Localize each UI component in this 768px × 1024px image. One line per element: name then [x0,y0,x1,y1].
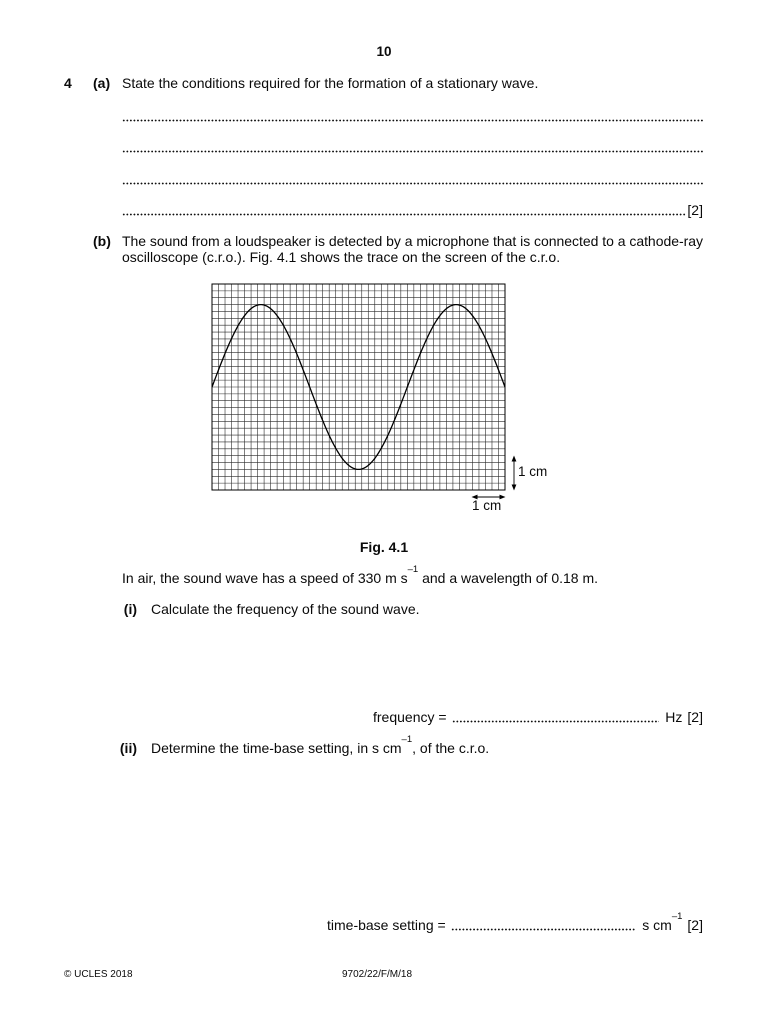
horizontal-scale-label: 1 cm [472,498,502,513]
data-statement-text: In air, the sound wave has a speed of 330 m s [122,570,408,586]
dotted-answer-line [451,928,637,931]
figure-caption: Fig. 4.1 [359,539,409,555]
answer-line [122,171,703,187]
vertical-scale-arrow [512,456,517,491]
marks-allocation: [2] [687,917,703,933]
frequency-answer-line [373,709,703,725]
answer-unit-text: s cm [642,917,672,933]
question-number: 4 [64,75,72,91]
marks-allocation: [2] [687,202,703,218]
sub-part-ii-label: (ii) [119,740,137,756]
footer-copyright: © UCLES 2018 [64,969,133,980]
dotted-answer-line [122,119,703,122]
data-statement [122,563,599,586]
part-b-label: (b) [93,233,111,249]
dotted-answer-line [122,182,703,185]
vertical-scale-label: 1 cm [518,464,548,479]
arrowhead [512,485,517,491]
prompt-text: Determine the time-base setting, in s cm [151,740,402,756]
answer-line [122,108,703,124]
sub-part-i-label: (i) [123,601,137,617]
part-b-intro-line: The sound from a loudspeaker is detected by a microphone that is connected to a cathode-ray [122,233,703,249]
superscript: –1 [671,910,683,922]
answer-label: frequency = [373,709,447,725]
sub-part-i-prompt: Calculate the frequency of the sound wave. [151,601,420,617]
arrowhead [512,456,517,462]
part-a-prompt: State the conditions required for the formation of a stationary wave. [122,75,539,91]
answer-label: time-base setting = [327,917,446,933]
cro-grid [212,284,505,490]
cro-screen-figure [212,284,518,502]
sub-part-ii-prompt [151,733,490,756]
time-base-answer-line [327,910,703,933]
answer-line [122,139,703,155]
part-a-label: (a) [93,75,111,91]
footer-paper-code: 9702/22/F/M/18 [341,969,413,980]
answer-line [122,202,703,218]
superscript: –1 [407,563,419,575]
page-number: 10 [376,44,392,59]
dotted-answer-line [122,150,703,153]
data-statement-text: and a wavelength of 0.18 m. [418,570,599,586]
answer-unit [642,910,683,933]
prompt-text: , of the c.r.o. [412,740,490,756]
dotted-answer-line [122,213,686,216]
answer-unit: Hz [665,709,683,725]
part-b-intro-line: oscilloscope (c.r.o.). Fig. 4.1 shows the trace on the screen of the c.r.o. [122,249,561,265]
dotted-answer-line [452,720,660,723]
superscript: –1 [401,733,413,745]
marks-allocation: [2] [687,709,703,725]
